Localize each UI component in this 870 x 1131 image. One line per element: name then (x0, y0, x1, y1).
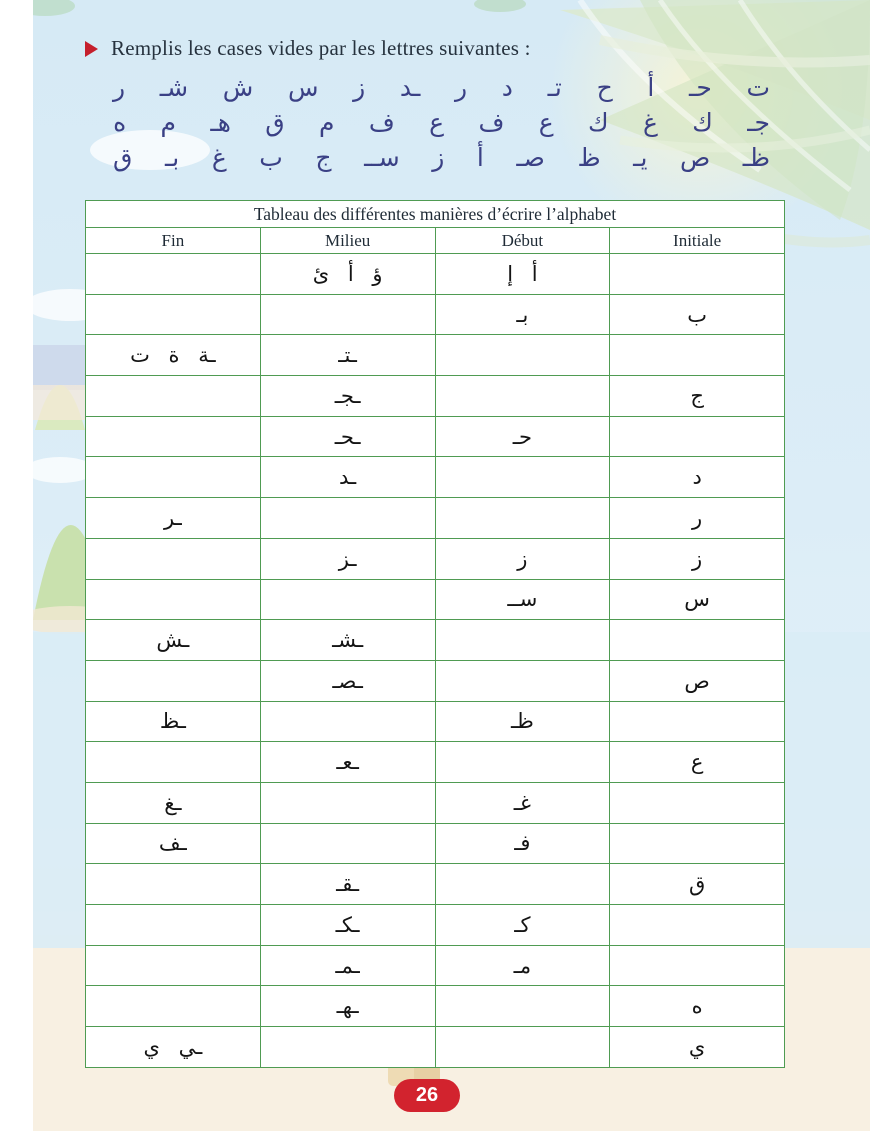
cell-ayn-debut (435, 742, 610, 783)
cell-sin-fin (86, 579, 261, 620)
cell-mim-fin (86, 945, 261, 986)
header-milieu: Milieu (260, 228, 435, 254)
bank-letter: ك (588, 107, 609, 137)
header-debut: Début (435, 228, 610, 254)
letter-bank-row-2 (113, 105, 770, 139)
instruction-text: Remplis les cases vides par les lettres suivantes : (111, 36, 531, 60)
cell-heh-milieu: ـهـ (260, 986, 435, 1027)
cell-ta-milieu: ـتـ (260, 335, 435, 376)
table-row-hha (86, 416, 785, 457)
cell-ghayn-milieu (260, 782, 435, 823)
bank-letter: شـ (159, 72, 189, 102)
cell-ayn-initiale: ع (610, 742, 785, 783)
cell-shin-milieu: ـشـ (260, 620, 435, 661)
table-row-heh (86, 986, 785, 1027)
table-row-fa (86, 823, 785, 864)
cell-alif-fin (86, 254, 261, 295)
table-row-ghayn (86, 782, 785, 823)
cell-sad-initiale: ص (610, 660, 785, 701)
bank-letter: أ (647, 72, 655, 102)
cell-sad-debut (435, 660, 610, 701)
cell-hha-milieu: ـحـ (260, 416, 435, 457)
bank-letter: ســ (364, 142, 400, 172)
cell-kaf-initiale (610, 905, 785, 946)
table-title: Tableau des différentes manières d’écrire l’alphabet (86, 201, 785, 228)
cell-jim-milieu: ـجـ (260, 376, 435, 417)
page-number-badge (394, 1079, 460, 1112)
cell-mim-initiale (610, 945, 785, 986)
bank-letter: ق (265, 107, 285, 137)
bank-letter: يـ (633, 142, 648, 172)
table-title-row (86, 201, 785, 228)
bank-letter: ج (315, 142, 332, 172)
bank-letter: س (287, 72, 319, 102)
cell-ta-debut (435, 335, 610, 376)
cell-ghayn-fin: ـغ (86, 782, 261, 823)
bank-letter: ب (259, 142, 283, 172)
bank-letter: جـ (747, 107, 770, 137)
letter-bank-row-3 (113, 140, 770, 174)
cell-ba-debut: بـ (435, 294, 610, 335)
table-row-dal (86, 457, 785, 498)
cell-jim-fin (86, 376, 261, 417)
bank-letter: ح (596, 72, 613, 102)
cell-ya-fin: ـي ي (86, 1027, 261, 1068)
cell-ta-fin: ـة ة ت (86, 335, 261, 376)
cell-hha-fin (86, 416, 261, 457)
table-row-ra (86, 498, 785, 539)
bank-letter: حـ (689, 72, 712, 102)
instruction-line (85, 36, 531, 61)
cell-heh-initiale: ه (610, 986, 785, 1027)
cell-fa-initiale (610, 823, 785, 864)
cell-shin-debut (435, 620, 610, 661)
cell-qaf-initiale: ق (610, 864, 785, 905)
table-row-sin (86, 579, 785, 620)
table-row-zha (86, 701, 785, 742)
bank-letter: ع (429, 107, 445, 137)
bank-letter: ظ (577, 142, 601, 172)
bank-letter: ز (353, 72, 366, 102)
table-header-row (86, 228, 785, 254)
cell-zay-debut: ز (435, 538, 610, 579)
cell-kaf-milieu: ـكـ (260, 905, 435, 946)
cell-ghayn-debut: غـ (435, 782, 610, 823)
page-number: 26 (415, 1084, 439, 1106)
table-row-ba (86, 294, 785, 335)
cell-sin-debut: ســ (435, 579, 610, 620)
cell-ba-fin (86, 294, 261, 335)
cell-heh-debut (435, 986, 610, 1027)
bank-letter: ظـ (742, 142, 770, 172)
bank-letter: ز (432, 142, 445, 172)
bank-letter: غ (642, 107, 658, 137)
cell-qaf-fin (86, 864, 261, 905)
header-initiale: Initiale (610, 228, 785, 254)
bank-letter: ف (368, 107, 395, 137)
alphabet-table (85, 200, 785, 1068)
cell-qaf-milieu: ـقـ (260, 864, 435, 905)
table-row-qaf (86, 864, 785, 905)
bank-letter: ت (746, 72, 770, 102)
bank-letter: غ (211, 142, 227, 172)
cell-sad-milieu: ـصـ (260, 660, 435, 701)
cell-jim-initiale: ج (610, 376, 785, 417)
cell-jim-debut (435, 376, 610, 417)
cell-ba-initiale: ب (610, 294, 785, 335)
table-row-zay (86, 538, 785, 579)
cell-sad-fin (86, 660, 261, 701)
header-fin: Fin (86, 228, 261, 254)
alphabet-table-body (86, 254, 785, 1068)
bank-letter: ص (679, 142, 711, 172)
cell-zha-fin: ـظ (86, 701, 261, 742)
cell-ayn-milieu: ـعـ (260, 742, 435, 783)
bank-letter: صـ (516, 142, 545, 172)
bank-letter: تـ (547, 72, 562, 102)
cell-mim-milieu: ـمـ (260, 945, 435, 986)
cell-hha-initiale (610, 416, 785, 457)
table-row-kaf (86, 905, 785, 946)
table-row-jim (86, 376, 785, 417)
cell-ba-milieu (260, 294, 435, 335)
triangle-bullet-icon (85, 41, 98, 57)
bank-letter: ر (455, 72, 468, 102)
cell-dal-debut (435, 457, 610, 498)
table-row-sad (86, 660, 785, 701)
table-row-alif (86, 254, 785, 295)
cell-fa-debut: فـ (435, 823, 610, 864)
cell-fa-milieu (260, 823, 435, 864)
cell-kaf-fin (86, 905, 261, 946)
cell-dal-initiale: د (610, 457, 785, 498)
bank-letter: بـ (164, 142, 180, 172)
table-row-ya (86, 1027, 785, 1068)
cell-dal-milieu: ـد (260, 457, 435, 498)
cell-zha-debut: ظـ (435, 701, 610, 742)
table-row-mim (86, 945, 785, 986)
cell-ra-debut (435, 498, 610, 539)
letter-bank-row-1 (113, 70, 770, 104)
cell-ya-initiale: ي (610, 1027, 785, 1068)
cell-zay-milieu: ـز (260, 538, 435, 579)
bank-letter: ه (113, 107, 127, 137)
bank-letter: ك (692, 107, 713, 137)
bank-letter: م (319, 107, 335, 137)
bank-letter: ف (478, 107, 505, 137)
bank-letter: ش (222, 72, 254, 102)
cell-sin-milieu (260, 579, 435, 620)
cell-alif-debut: أ إ (435, 254, 610, 295)
cell-ra-initiale: ر (610, 498, 785, 539)
bank-letter: ـد (399, 72, 421, 102)
cell-dal-fin (86, 457, 261, 498)
bank-letter: هـ (210, 107, 231, 137)
table-row-ayn (86, 742, 785, 783)
bank-letter: د (501, 72, 513, 102)
cell-ya-debut (435, 1027, 610, 1068)
cell-zay-fin (86, 538, 261, 579)
cell-fa-fin: ـف (86, 823, 261, 864)
cell-alif-initiale (610, 254, 785, 295)
cell-hha-debut: حـ (435, 416, 610, 457)
cell-zay-initiale: ز (610, 538, 785, 579)
cell-ya-milieu (260, 1027, 435, 1068)
table-row-ta (86, 335, 785, 376)
cell-ghayn-initiale (610, 782, 785, 823)
cell-mim-debut: مـ (435, 945, 610, 986)
bank-letter: م (160, 107, 177, 137)
bank-letter: ر (113, 72, 126, 102)
cell-ayn-fin (86, 742, 261, 783)
bank-letter: ع (538, 107, 554, 137)
cell-heh-fin (86, 986, 261, 1027)
bank-letter: ق (113, 142, 133, 172)
cell-kaf-debut: كـ (435, 905, 610, 946)
cell-shin-fin: ـش (86, 620, 261, 661)
bank-letter: أ (476, 142, 484, 172)
cell-alif-milieu: ؤ أ ئ (260, 254, 435, 295)
cell-ra-milieu (260, 498, 435, 539)
table-row-shin (86, 620, 785, 661)
cell-zha-initiale (610, 701, 785, 742)
cell-qaf-debut (435, 864, 610, 905)
cell-ra-fin: ـر (86, 498, 261, 539)
cell-shin-initiale (610, 620, 785, 661)
cell-ta-initiale (610, 335, 785, 376)
cell-sin-initiale: س (610, 579, 785, 620)
cell-zha-milieu (260, 701, 435, 742)
